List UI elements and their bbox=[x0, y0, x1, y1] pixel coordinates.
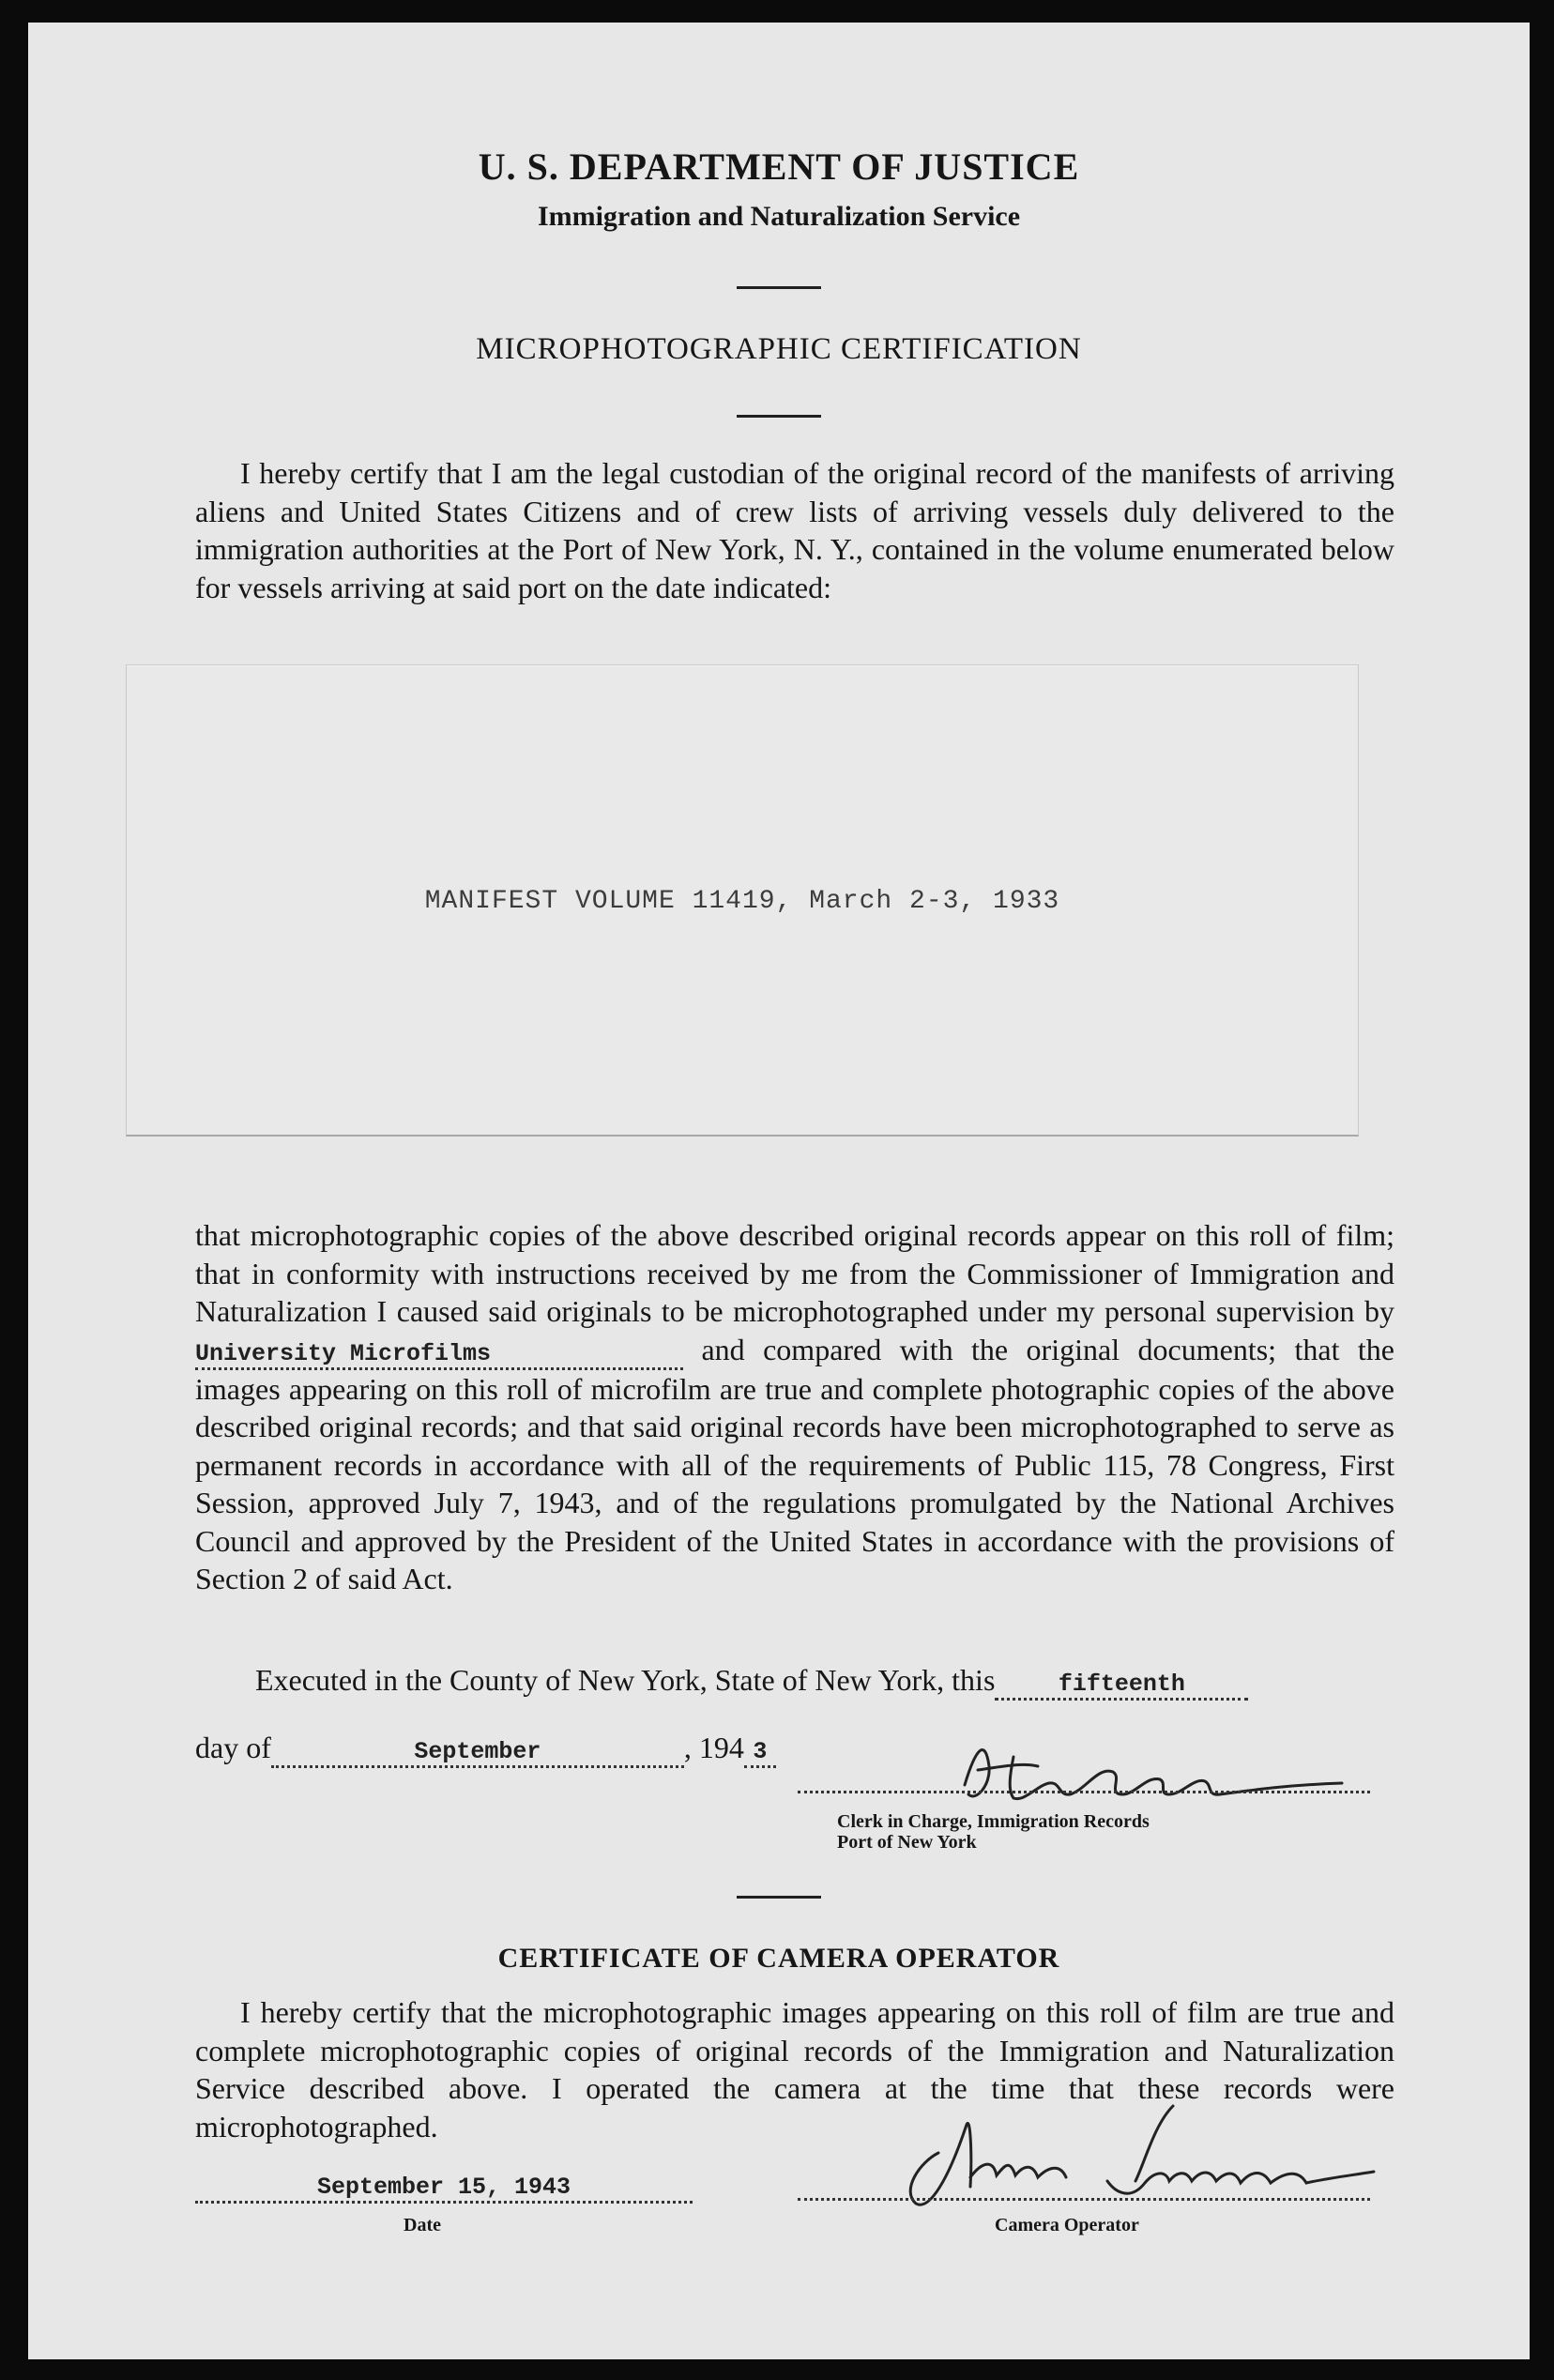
day-fill: fifteenth bbox=[995, 1671, 1248, 1701]
body-paragraph-part1: that microphotographic copies of the above described original records appear on this roll of film; that in conformity with instructions received by me from the Commissioner of Immigration and Naturalization I caused said originals to be microphotographed under my personal supervision by bbox=[195, 1218, 1394, 1328]
clerk-title-line1: Clerk in Charge, Immigration Records bbox=[837, 1811, 1150, 1832]
clerk-title bbox=[837, 1811, 1150, 1853]
year-fill: 3 bbox=[744, 1739, 776, 1768]
operator-date-fill: September 15, 1943 bbox=[195, 2174, 693, 2204]
camera-operator-paragraph: I hereby certify that the microphotographic images appearing on this roll of film are true and complete microphotographic copies of original records of the Immigration and Naturalization Service described above. I operated the camera at the time that these records were microphotographed. bbox=[195, 1995, 1394, 2144]
body-paragraph bbox=[195, 1216, 1394, 1598]
certificate-page bbox=[28, 23, 1530, 2359]
execution-line bbox=[255, 1663, 1248, 1701]
camera-operator-label: Camera Operator bbox=[995, 2215, 1139, 2235]
date-label: Date bbox=[404, 2215, 441, 2235]
custodian-paragraph: I hereby certify that I am the legal custodian of the original record of the manifests of arriving aliens and United States Citizens and of crew lists of arriving vessels duly delivered to the immigration authorities at the Port of New York, N. Y., contained in the volume enumerated below for vessels arriving at said port on the date indicated: bbox=[195, 456, 1394, 604]
operator-date-line bbox=[195, 2166, 693, 2204]
department-heading: U. S. DEPARTMENT OF JUSTICE bbox=[478, 145, 1080, 188]
body-paragraph-part2: and compared with the original documents; that the images appearing on this roll of microfilm are true and complete photographic copies of the above described original records; and that said original records have been microphotographed to serve as permanent records in accordance with all of the requirements of Public 115, 78 Congress, First Session, approved July 7, 1943, and of the regulations promulgated by the National Archives Council and approved by the President of the United States in accordance with the provisions of Section 2 of said Act. bbox=[195, 1332, 1395, 1595]
year-prefix: , 194 bbox=[683, 1731, 744, 1764]
operator-signature-line bbox=[798, 2198, 1370, 2201]
clerk-signature-line bbox=[798, 1791, 1370, 1793]
month-fill: September bbox=[271, 1739, 684, 1768]
manifest-volume-card bbox=[126, 664, 1359, 1137]
divider bbox=[737, 415, 821, 418]
certification-title: MICROPHOTOGRAPHIC CERTIFICATION bbox=[476, 332, 1082, 366]
clerk-title-line2: Port of New York bbox=[837, 1832, 977, 1853]
divider bbox=[737, 1896, 821, 1899]
execution-lead: Executed in the County of New York, State of New York, this bbox=[255, 1663, 996, 1697]
day-of-label: day of bbox=[195, 1731, 271, 1764]
supervisor-fill: University Microfilms bbox=[195, 1341, 683, 1370]
clerk-signature bbox=[948, 1729, 1351, 1815]
camera-operator-heading: CERTIFICATE OF CAMERA OPERATOR bbox=[497, 1943, 1060, 1974]
manifest-volume-text: MANIFEST VOLUME 11419, March 2-3, 1933 bbox=[424, 887, 1060, 916]
divider bbox=[737, 286, 821, 289]
service-subheading: Immigration and Naturalization Service bbox=[537, 201, 1021, 232]
date-line bbox=[195, 1731, 776, 1768]
